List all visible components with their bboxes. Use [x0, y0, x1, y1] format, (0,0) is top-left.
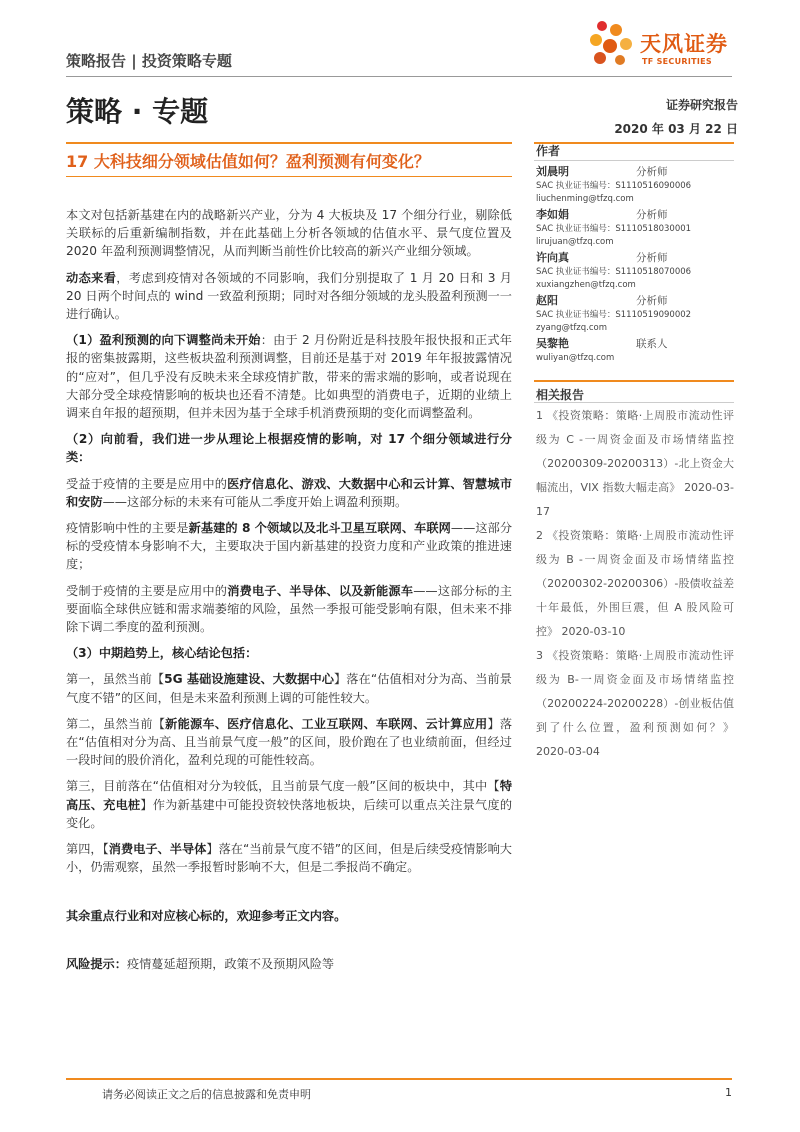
paragraph-intro: 本文对包括新基建在内的战略新兴产业，分为 4 大板块及 17 个细分行业，剔除低关联标的后重新编制指数，并在此基础上分析各领域的估值水平、景气度位置及 2020 年盈利预测调整情况，从而判断当前性价比较高的新兴产业细分领域。: [66, 208, 512, 259]
paragraph-point-1: （1）盈利预测的向下调整尚未开始：由于 2 月份附近是科技股年报快报和正式年报的密集披露期，这些板块盈利预测调整，目前还是基于对 2019 年年报披露情况的“应对”，但几乎没有反映未来全球疫情扩散，带来的需求端的影响，或者说现在大部分受全球疫情影响的板块也还看不清楚。比如典型的消费电子，近期的业绩上调来自年报的超预期，但并未因为基于全球手机消费预期的变化而调整盈利。: [66, 333, 512, 421]
paragraph-point-2: （2）向前看，我们进一步从理论上根据疫情的影响，对 17 个细分领域进行分类：: [66, 432, 512, 465]
paragraph-first: 第一，虽然当前【5G 基础设施建设、大数据中心】落在“估值相对分为高、当前景气度不错”的区间，但是未来盈利预测上调的可能性较大。: [66, 672, 512, 705]
page-number: 1: [725, 1086, 732, 1099]
related-item[interactable]: 3 《投资策略：策略·上周股市流动性评级为 B-一周资金面及市场情绪监控（20200224-20200228）-创业板估值到了什么位置，盈利预测如何？》 2020-03-04: [536, 649, 734, 758]
author-card: 李如娟 分析师 SAC 执业证书编号：S1110518030001 lirujuan@tfzq.com: [536, 208, 736, 249]
related-item[interactable]: 1 《投资策略：策略·上周股市流动性评级为 C -一周资金面及市场情绪监控（20200309-20200313）-北上资金大幅流出，VIX 指数大幅走高》 2020-03-17: [536, 409, 734, 518]
author-email[interactable]: xuxiangzhen@tfzq.com: [536, 280, 636, 290]
authors-heading: 作者: [536, 144, 561, 158]
related-item[interactable]: 2 《投资策略：策略·上周股市流动性评级为 B -一周资金面及市场情绪监控（20200302-20200306）-股债收益差十年最低，外围巨震，但 A 股风险可控》 2020-03-10: [536, 529, 734, 638]
related-divider: [534, 402, 734, 403]
author-email[interactable]: liuchenming@tfzq.com: [536, 194, 634, 204]
author-email[interactable]: zyang@tfzq.com: [536, 323, 608, 333]
author-card: 许向真 分析师 SAC 执业证书编号：S1110518070006 xuxiangzhen@tfzq.com: [536, 251, 736, 292]
paragraph-more: 其余重点行业和对应核心标的，欢迎参考正文内容。: [66, 908, 347, 923]
footer-rule: [66, 1078, 732, 1080]
paragraph-third: 第三，目前落在“估值相对分为较低，且当前景气度一般”区间的板块中，其中【特高压、充电桩】作为新基建中可能投资较快落地板块，后续可以重点关注景气度的变化。: [66, 779, 513, 830]
paragraph-benefit: 受益于疫情的主要是应用中的医疗信息化、游戏、大数据中心和云计算、智慧城市和安防——这部分标的未来有可能从二季度开始上调盈利预期。: [66, 476, 513, 509]
paragraph-fourth: 第四，【消费电子、半导体】落在“当前景气度不错”的区间，但是后续受疫情影响大小，仍需观察，虽然一季报暂时影响不大，但是二季报尚不确定。: [66, 842, 512, 875]
related-rule-top: [534, 380, 734, 382]
paragraph-neutral: 疫情影响中性的主要是新基建的 8 个领域以及北斗卫星互联网、车联网——这部分标的受疫情本身影响不大，主要取决于国内新基建的投资力度和产业政策的推进速度；: [66, 521, 513, 572]
report-type: 证券研究报告: [665, 98, 738, 112]
report-category: 策略报告 | 投资策略专题: [66, 52, 232, 70]
author-card: 赵阳 分析师 SAC 执业证书编号：S1110519090002 zyang@tfzq.com: [536, 294, 736, 335]
paragraph-constrained: 受制于疫情的主要是应用中的消费电子、半导体、以及新能源车——这部分标的主要面临全球供应链和需求端萎缩的风险，虽然一季报可能受影响有限，但未来不排除下调二季度的盈利预测。: [66, 583, 513, 635]
footer-disclaimer: 请务必阅读正文之后的信息披露和免责申明: [102, 1088, 311, 1101]
author-card: 刘晨明 分析师 SAC 执业证书编号：S1110516090006 liuchenming@tfzq.com: [536, 165, 736, 206]
paragraph-point-3: （3）中期趋势上，核心结论包括：: [66, 646, 258, 661]
author-email[interactable]: wuliyan@tfzq.com: [536, 353, 615, 363]
related-reports: [536, 404, 734, 764]
related-heading: 相关报告: [536, 388, 585, 402]
logo-text-en: TF SECURITIES: [642, 57, 712, 66]
sidebar-rule-top: [534, 142, 734, 144]
report-date: 2020 年 03 月 22 日: [614, 122, 738, 136]
risk-note: 风险提示：疫情蔓延超预期，政策不及预期风险等: [66, 956, 335, 971]
page-title: 策略 · 专题: [66, 95, 209, 128]
headline-rule-top: [66, 142, 512, 144]
paragraph-dynamic: 动态来看，考虑到疫情对各领域的不同影响，我们分别提取了 1 月 20 日和 3 月 20 日两个时间点的 wind 一致盈利预期；同时对各细分领域的龙头股盈利预测一一进行确认。: [66, 270, 512, 322]
paragraph-second: 第二，虽然当前【新能源车、医疗信息化、工业互联网、车联网、云计算应用】落在“估值相对分为高、且当前景气度一般”的区间，股价跑在了也业绩前面，但经过一段时间的股价消化，盈利兑现的可能性较高。: [66, 716, 513, 768]
authors-divider: [534, 160, 734, 161]
header-divider: [66, 76, 732, 77]
author-card: 吴黎艳 联系人 wuliyan@tfzq.com: [536, 337, 736, 365]
author-email[interactable]: lirujuan@tfzq.com: [536, 237, 614, 247]
headline: 17 大科技细分领域估值如何？盈利预测有何变化？: [66, 152, 430, 171]
main-body: [66, 206, 512, 981]
headline-rule-bottom: [66, 176, 512, 177]
logo-text-cn: 天风证券: [640, 32, 728, 56]
